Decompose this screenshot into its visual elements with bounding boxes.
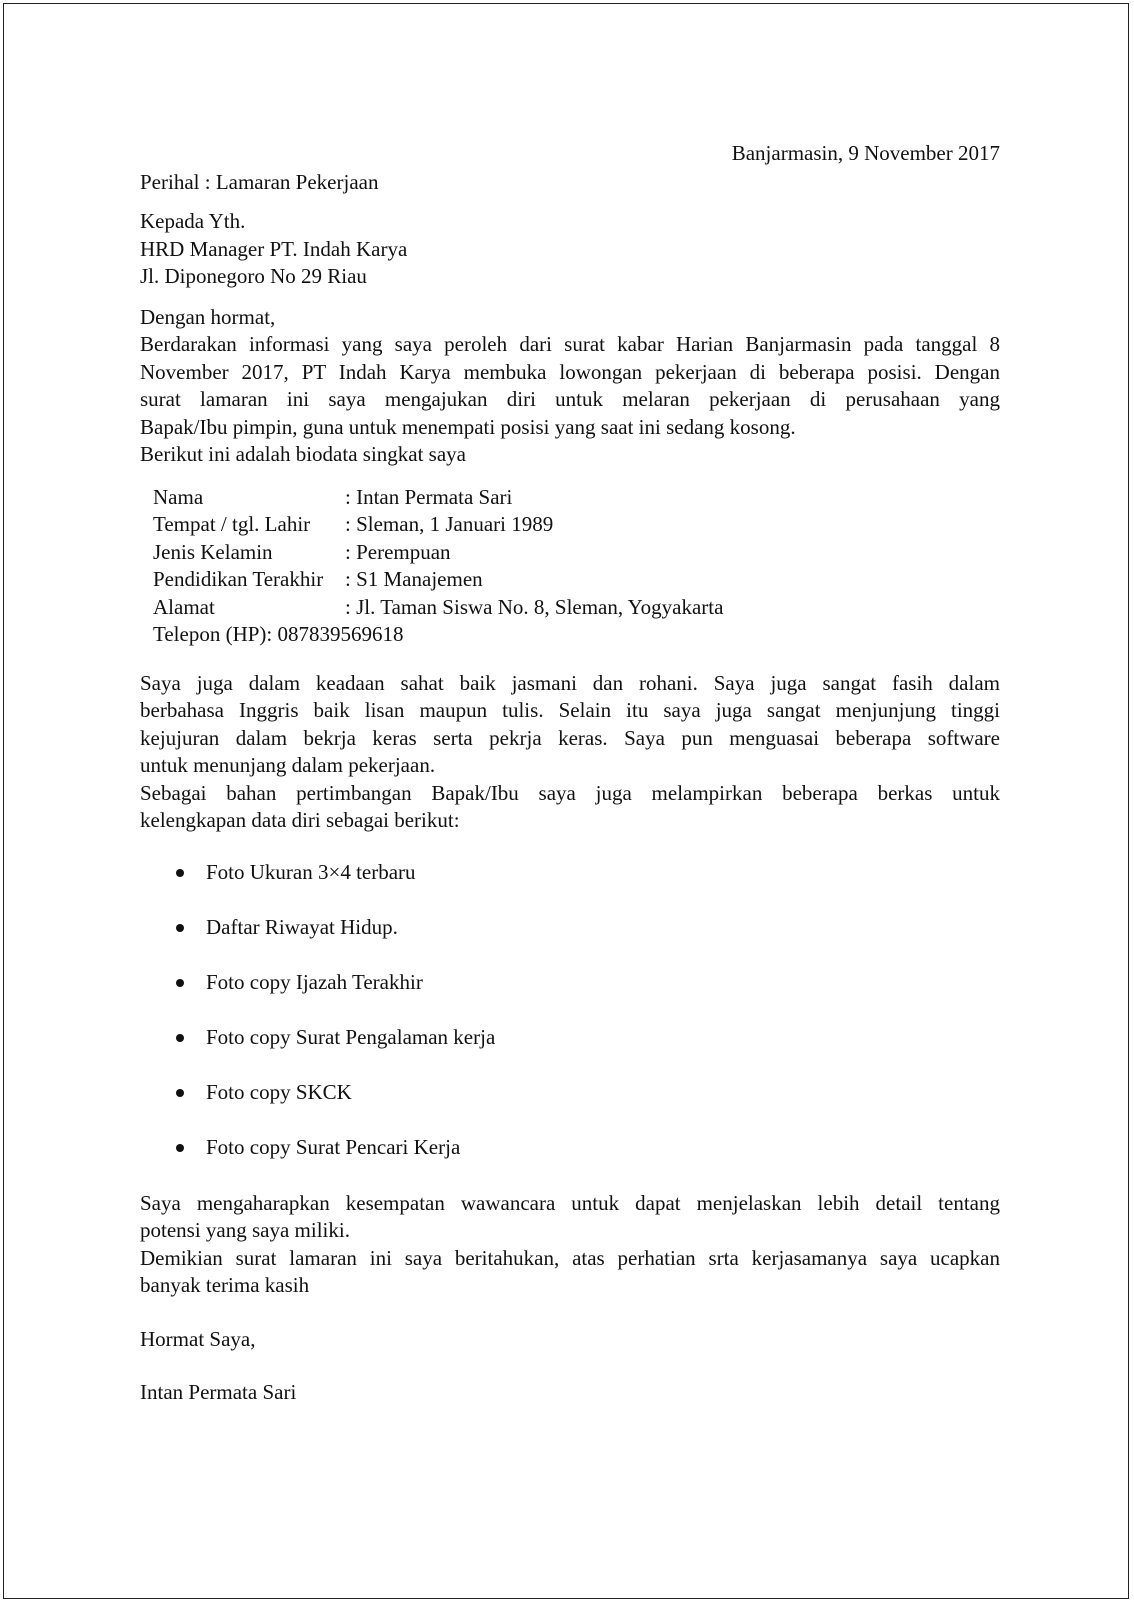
biodata-value: : S1 Manajemen xyxy=(345,567,483,591)
biodata-label: Pendidikan Terakhir xyxy=(153,567,324,591)
list-item xyxy=(140,1121,1000,1176)
recipient-greeting: Kepada Yth. xyxy=(140,209,246,233)
recipient-address: Jl. Diponegoro No 29 Riau xyxy=(140,264,367,288)
biodata-intro: Berikut ini adalah biodata singkat saya xyxy=(140,442,466,466)
bullet-icon xyxy=(176,979,184,987)
intro-line: Bapak/Ibu pimpin, guna untuk menempati posisi yang saat ini sedang kosong. xyxy=(140,414,796,439)
attachments-intro-line: kelengkapan data diri sebagai berikut: xyxy=(140,808,460,832)
phone-line: Telepon (HP): 087839569618 xyxy=(153,622,404,646)
sign-off: Hormat Saya, xyxy=(140,1326,256,1351)
attachment-label: Foto copy Ijazah Terakhir xyxy=(206,970,423,995)
biodata-table xyxy=(153,484,1000,649)
biodata-value: : Perempuan xyxy=(345,539,451,564)
biodata-row xyxy=(153,511,1000,539)
closing-paragraph xyxy=(140,1190,1000,1245)
biodata-row xyxy=(153,484,1000,512)
biodata-value: : Intan Permata Sari xyxy=(345,484,513,509)
attachment-label: Daftar Riwayat Hidup. xyxy=(206,915,398,940)
list-item xyxy=(140,1011,1000,1066)
thanks-paragraph xyxy=(140,1245,1000,1300)
list-item xyxy=(140,956,1000,1011)
attachment-label: Foto copy SKCK xyxy=(206,1080,352,1105)
attachment-label: Foto copy Surat Pengalaman kerja xyxy=(206,1025,496,1050)
biodata-label: Jenis Kelamin xyxy=(153,539,273,564)
biodata-row xyxy=(153,621,1000,649)
biodata-label: Alamat xyxy=(153,594,215,619)
biodata-value: : Sleman, 1 Januari 1989 xyxy=(345,512,554,536)
biodata-row xyxy=(153,539,1000,567)
biodata-label: Nama xyxy=(153,484,204,509)
closing-line: Saya mengaharapkan kesempatan wawancara untuk dapat menjelaskan lebih detail tentang xyxy=(140,1190,1000,1215)
bullet-icon xyxy=(176,869,184,877)
letter-content xyxy=(140,140,1000,1407)
intro-line: surat lamaran ini saya mengajukan diri untuk melaran pekerjaan di perusahaan yang xyxy=(140,387,1000,411)
biodata-label: Tempat / tgl. Lahir xyxy=(153,512,311,536)
bullet-icon xyxy=(176,1144,184,1152)
recipient-block xyxy=(140,208,1000,291)
list-item xyxy=(140,901,1000,956)
skills-line: untuk menunjang dalam pekerjaan. xyxy=(140,753,436,777)
closing-line: potensi yang saya miliki. xyxy=(140,1218,350,1242)
thanks-line: Demikian surat lamaran ini saya beritahukan, atas perhatian srta kerjasamanya saya ucapkan xyxy=(140,1245,1000,1270)
signature-name: Intan Permata Sari xyxy=(140,1380,297,1404)
biodata-row xyxy=(153,566,1000,594)
skills-paragraph xyxy=(140,670,1000,780)
skills-line: kejujuran dalam bekrja keras serta pekrja keras. Saya pun menguasai beberapa software xyxy=(140,725,1000,750)
list-item xyxy=(140,846,1000,901)
letter-page xyxy=(3,3,1129,1599)
subject-line: Perihal : Lamaran Pekerjaan xyxy=(140,169,379,194)
skills-line: Saya juga dalam keadaan sahat baik jasmani dan rohani. Saya juga sangat fasih dalam xyxy=(140,670,1000,695)
biodata-value: : Jl. Taman Siswa No. 8, Sleman, Yogyakarta xyxy=(345,594,724,619)
attachment-label: Foto copy Surat Pencari Kerja xyxy=(206,1135,461,1160)
bullet-icon xyxy=(176,1034,184,1042)
bullet-icon xyxy=(176,1089,184,1097)
list-item xyxy=(140,1066,1000,1121)
thanks-line: banyak terima kasih xyxy=(140,1273,310,1297)
place-date: Banjarmasin, 9 November 2017 xyxy=(731,141,1000,165)
bullet-icon xyxy=(176,924,184,932)
intro-line: November 2017, PT Indah Karya membuka lowongan pekerjaan di beberapa posisi. Dengan xyxy=(140,359,1000,384)
biodata-row xyxy=(153,594,1000,622)
recipient-name: HRD Manager PT. Indah Karya xyxy=(140,236,408,261)
attachments-intro xyxy=(140,780,1000,835)
intro-line: Berdarakan informasi yang saya peroleh dari surat kabar Harian Banjarmasin pada tanggal 8 xyxy=(140,332,1000,356)
intro-paragraph xyxy=(140,331,1000,441)
attachment-label: Foto Ukuran 3×4 terbaru xyxy=(206,860,416,885)
salutation: Dengan hormat, xyxy=(140,304,276,329)
attachments-list xyxy=(140,846,1000,1176)
skills-line: berbahasa Inggris baik lisan maupun tulis. Selain itu saya juga sangat menjunjung tinggi xyxy=(140,698,1000,722)
attachments-intro-line: Sebagai bahan pertimbangan Bapak/Ibu saya juga melampirkan beberapa berkas untuk xyxy=(140,780,1000,805)
